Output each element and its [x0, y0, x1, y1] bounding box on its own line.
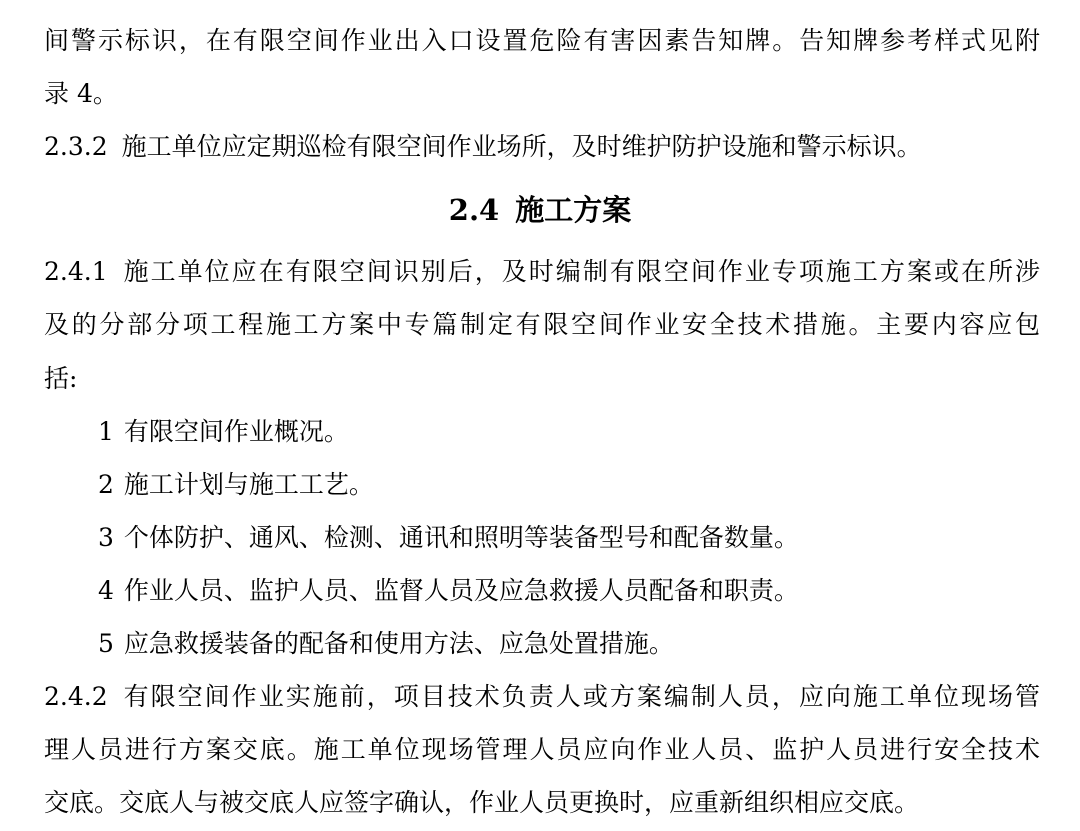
section-title: 施工方案 — [515, 193, 632, 227]
paragraph-line — [44, 25, 1040, 57]
section-heading — [0, 192, 1080, 228]
list-item — [98, 628, 674, 660]
paragraph-text: 录 4。 — [44, 79, 118, 108]
paragraph-line — [44, 78, 118, 110]
list-item-number: 2 — [98, 470, 114, 499]
paragraph-text: 间警示标识，在有限空间作业出入口设置危险有害因素告知牌。告知牌参考样式见附 — [44, 26, 1040, 55]
clause-2-3-2 — [44, 131, 922, 163]
list-item-text: 应急救援装备的配备和使用方法、应急处置措施。 — [123, 629, 674, 658]
clause-text: 交底。交底人与被交底人应签字确认，作业人员更换时，应重新组织相应交底。 — [44, 788, 920, 817]
list-item-number: 5 — [98, 629, 114, 658]
clause-number: 2.4.1 — [44, 257, 108, 286]
list-item — [98, 469, 374, 501]
list-item-text: 个体防护、通风、检测、通讯和照明等装备型号和配备数量。 — [123, 523, 799, 552]
clause-2-4-1-line1 — [44, 256, 1040, 288]
list-item-number: 1 — [98, 417, 114, 446]
clause-2-4-2-line3 — [44, 787, 919, 819]
clause-2-4-1-line2 — [44, 309, 1040, 341]
list-item — [98, 522, 799, 554]
clause-text: 有限空间作业实施前，项目技术负责人或方案编制人员，应向施工单位现场管 — [121, 682, 1040, 711]
list-item-text: 作业人员、监护人员、监督人员及应急救援人员配备和职责。 — [123, 576, 799, 605]
clause-text: 施工单位应定期巡检有限空间作业场所，及时维护防护设施和警示标识。 — [121, 132, 922, 161]
clause-number: 2.4.2 — [44, 682, 108, 711]
clause-2-4-1-line3 — [44, 363, 77, 395]
list-item-text: 有限空间作业概况。 — [123, 417, 349, 446]
list-item-text: 施工计划与施工工艺。 — [123, 470, 374, 499]
list-item-number: 3 — [98, 523, 114, 552]
clause-2-4-2-line1 — [44, 681, 1040, 713]
clause-text: 施工单位应在有限空间识别后，及时编制有限空间作业专项施工方案或在所涉 — [121, 257, 1040, 286]
clause-text: 及的分部分项工程施工方案中专篇制定有限空间作业安全技术措施。主要内容应包 — [44, 310, 1040, 339]
clause-number: 2.3.2 — [44, 132, 108, 161]
list-item — [98, 575, 799, 607]
clause-text: 理人员进行方案交底。施工单位现场管理人员应向作业人员、监护人员进行安全技术 — [44, 735, 1040, 764]
clause-2-4-2-line2 — [44, 734, 1040, 766]
list-item — [98, 416, 349, 448]
list-item-number: 4 — [98, 576, 114, 605]
section-number: 2.4 — [448, 193, 500, 227]
clause-text: 括: — [44, 364, 78, 393]
